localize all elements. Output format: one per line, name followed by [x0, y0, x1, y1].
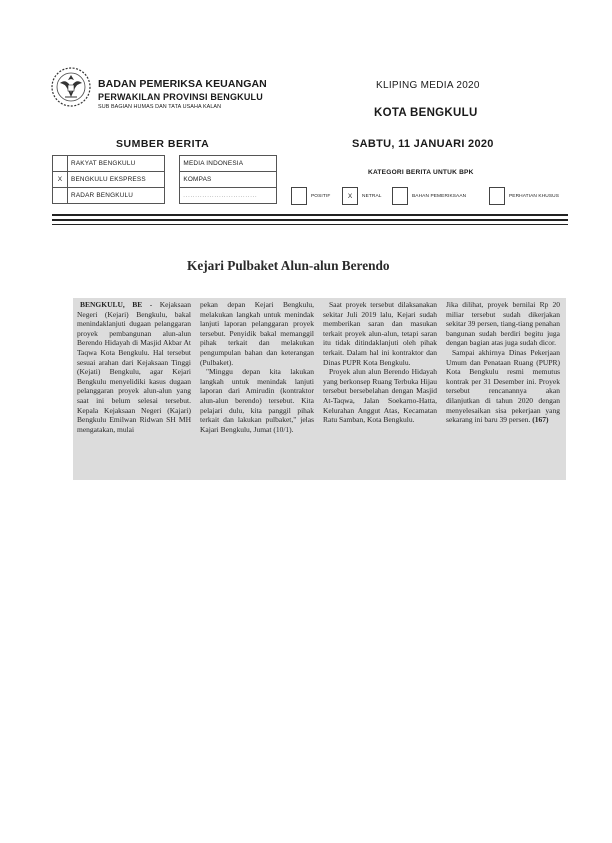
kategori-item-positif[interactable]: [291, 187, 330, 205]
institution-office: PERWAKILAN PROVINSI BENGKULU: [98, 92, 263, 102]
sumber-mark[interactable]: [165, 188, 180, 204]
institution-division: SUB BAGIAN HUMAS DAN TATA USAHA KALAN: [98, 104, 222, 110]
article-paragraph: Saat proyek tersebut dilaksanakan sekitar Juli 2019 lalu, Kejari sudah memberikan saran dan masukan terkait proyek alun-alun, tetapi saran itu tidak ditindaklanjuti oleh pihak terkait. Dalam hal ini kontraktor dan Dinas PUPR Kota Bengkulu.: [323, 300, 437, 367]
kategori-item-netral[interactable]: [342, 187, 382, 205]
kliping-title: KLIPING MEDIA 2020: [376, 80, 480, 91]
kategori-checkbox[interactable]: [489, 187, 505, 205]
divider-rule: [52, 224, 568, 225]
divider-rule: [52, 219, 568, 221]
kategori-label: POSITIF: [311, 193, 331, 199]
kategori-title: KATEGORI BERITA UNTUK BPK: [368, 169, 474, 176]
kategori-checkbox[interactable]: X: [342, 187, 358, 205]
article-column-4: [446, 300, 560, 478]
kategori-label: NETRAL: [362, 193, 382, 199]
article-column-2: [200, 300, 314, 478]
sumber-mark[interactable]: [165, 156, 180, 172]
kategori-item-bahan-pemeriksaan[interactable]: [392, 187, 466, 205]
article-dateline: BENGKULU, BE: [80, 300, 143, 309]
sumber-row: [53, 172, 277, 188]
article-paragraph: Jika dilihat, proyek bernilai Rp 20 miliar tersebut sudah dikerjakan sekitar 39 persen, tiang-tiang penahan bangunan sudah berdiri begitu juga dengan bagian atas juga sudah dicor.: [446, 300, 560, 348]
kategori-label: BAHAN PEMERIKSAAN: [412, 193, 467, 199]
article-headline: Kejari Pulbaket Alun-alun Berendo: [187, 258, 390, 273]
sumber-source: MEDIA INDONESIA: [180, 156, 277, 172]
sumber-title: SUMBER BERITA: [116, 138, 210, 150]
sumber-mark[interactable]: [53, 188, 68, 204]
sumber-source: RAKYAT BENGKULU: [68, 156, 165, 172]
article-column-1: [77, 300, 191, 478]
institution-name: BADAN PEMERIKSA KEUANGAN: [98, 78, 267, 90]
article-paragraph: Proyek alun alun Berendo Hidayah yang berkonsep Ruang Terbuka Hijau tersebut bersebelahan dengan Masjid At-Taqwa, Jalan Soekarno-Hatta, Kelurahan Anggut Atas, Kecamatan Ratu Samban, Kota Bengkulu.: [323, 367, 437, 425]
institution-block: [98, 78, 267, 112]
kategori-item-perhatian-khusus[interactable]: [489, 187, 559, 205]
sumber-mark[interactable]: X: [53, 172, 68, 188]
kategori-label: PERHATIAN KHUSUS: [509, 193, 560, 199]
sumber-source-blank: ...............................: [180, 188, 277, 204]
article-column-3: [323, 300, 437, 478]
sumber-row: [53, 156, 277, 172]
kliping-city: KOTA BENGKULU: [374, 107, 478, 119]
article-paragraph: "Minggu depan kita lakukan langkah untuk menindak lanjuti laporan dari Amirudin (kontraktor alun-alun berendo) tersebut. Kita pelajari dulu, kita panggil pihak terkait dan lakukan pulbaket," jelas Kajari Bengkulu, Jumat (10/1).: [200, 367, 314, 434]
sumber-source: BENGKULU EKSPRESS: [68, 172, 165, 188]
kategori-checkbox[interactable]: [291, 187, 307, 205]
article-code: (167): [532, 415, 549, 425]
sumber-mark[interactable]: [165, 172, 180, 188]
sumber-source: RADAR BENGKULU: [68, 188, 165, 204]
sumber-source: KOMPAS: [180, 172, 277, 188]
sumber-row: [53, 188, 277, 204]
article-paragraph: Sampai akhirnya Dinas Pekerjaan Umum dan Penataan Ruang (PUPR) Kota Bengkulu resmi memutus kontrak per 31 Desember ini. Proyek tersebut rencanannya akan dilanjutkan di tahun 2020 dengan menyelesaikan sisa pekerjaan yang sekarang ini baru 39 persen.: [446, 347, 560, 425]
garuda-emblem-icon: [50, 66, 92, 108]
article-clipping: [73, 298, 566, 480]
divider-rule: [52, 214, 568, 216]
sumber-mark[interactable]: [53, 156, 68, 172]
kategori-checkbox[interactable]: [392, 187, 408, 205]
article-paragraph: pekan depan Kejari Bengkulu, melakukan langkah untuk menindak lanjuti laporan pelanggaran proyek tersebut. Penyidik bakal memanggil pihak terkait dan melakukan pengumpulan bahan dan keterangan (Pulbaket).: [200, 300, 314, 367]
kliping-date: SABTU, 11 JANUARI 2020: [352, 138, 494, 150]
article-paragraph: - Kejaksaan Negeri (Kejari) Bengkulu, bakal menindaklanjuti dugaan pelanggaran proyek pembangunan alun-alun Berendo Hidayah di Masjid Akbar At Taqwa Kota Bengkulu. Hal tersebut sesuai arahan dari Kejaksaan Tinggi (Kejati) Bengkulu, agar Kejari Bengkulu menyelidiki kasus dugaan pelanggaran proyek alun-alun yang saat ini belum selesai tersebut. Kepala Kejaksaan Negeri (Kajari) Bengkulu Emilwan Ridwan SH MH mengatakan, mulai: [77, 300, 191, 434]
sumber-table: [52, 155, 277, 204]
